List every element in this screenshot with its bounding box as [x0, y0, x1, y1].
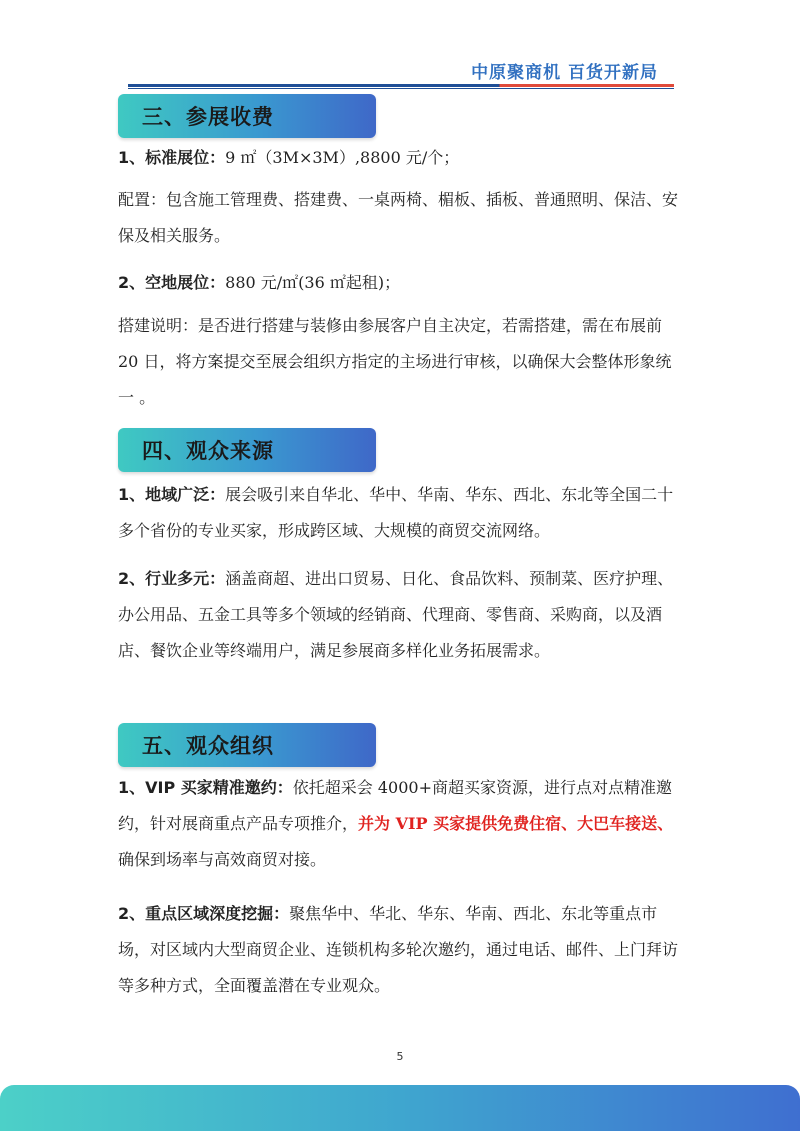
organization-item1-text-a: 依托超采会 4000+商超买家资源，进行点对点精准邀约，针对展商重点产品专项推介， [118, 778, 672, 833]
fees-item-standard-booth [118, 140, 682, 176]
fees-item1-config: 配置：包含施工管理费、搭建费、一桌两椅、楣板、插板、普通照明、保洁、安保及相关服务。 [118, 190, 679, 245]
section-banner-fees [118, 94, 376, 138]
sources-item-industry [118, 561, 682, 669]
section-banner-sources [118, 428, 376, 472]
section-heading-sources: 四、观众来源 [142, 439, 274, 463]
section-heading-organization: 五、观众组织 [142, 734, 274, 758]
organization-item-regions [118, 896, 682, 1004]
organization-item1-label: 1、VIP 买家精准邀约： [118, 778, 293, 797]
fees-item1-label: 1、标准展位： [118, 148, 226, 167]
sources-item2-text: 涵盖商超、进出口贸易、日化、食品饮料、预制菜、医疗护理、办公用品、五金工具等多个领域的经销商、代理商、零售商、采购商，以及酒店、餐饮企业等终端用户，满足参展商多样化业务拓展需求。 [118, 569, 674, 660]
organization-item1-highlight: 并为 VIP 买家提供免费住宿、大巴车接送、 [358, 814, 674, 833]
footer-bar [0, 1085, 800, 1131]
sources-item1-label: 1、地域广泛： [118, 485, 226, 504]
fees-item2-label: 2、空地展位： [118, 273, 226, 292]
organization-item2-text: 聚焦华中、华北、华东、华南、西北、东北等重点市场，对区域内大型商贸企业、连锁机构多轮次邀约，通过电话、邮件、上门拜访等多种方式，全面覆盖潜在专业观众。 [118, 904, 679, 995]
sources-item-region [118, 477, 682, 549]
fees-item2-note: 搭建说明：是否进行搭建与装修由参展客户自主决定，若需搭建，需在布展前 20 日，将方案提交至展会组织方指定的主场进行审核，以确保大会整体形象统一 。 [118, 316, 672, 407]
organization-item1-text-b: 确保到场率与高效商贸对接。 [118, 850, 327, 869]
fees-item2-text: 880 元/㎡(36 ㎡起租)； [225, 273, 401, 292]
fees-item-open-space [118, 265, 682, 301]
sources-item2-label: 2、行业多元： [118, 569, 226, 588]
header-rule [128, 84, 674, 87]
sources-item1-text: 展会吸引来自华北、华中、华南、华东、西北、东北等全国二十多个省份的专业买家，形成跨区域、大规模的商贸交流网络。 [118, 485, 674, 540]
organization-item-vip [118, 770, 682, 878]
header-rule-thin [128, 88, 674, 89]
organization-item2-label: 2、重点区域深度挖掘： [118, 904, 290, 923]
page-number: 5 [396, 1050, 404, 1063]
section-heading-fees: 三、参展收费 [142, 105, 274, 129]
header-title: 中原聚商机 百货开新局 [471, 63, 658, 83]
fees-item1-text: 9 ㎡（3M×3M）,8800 元/个； [225, 148, 460, 167]
section-banner-organization [118, 723, 376, 767]
